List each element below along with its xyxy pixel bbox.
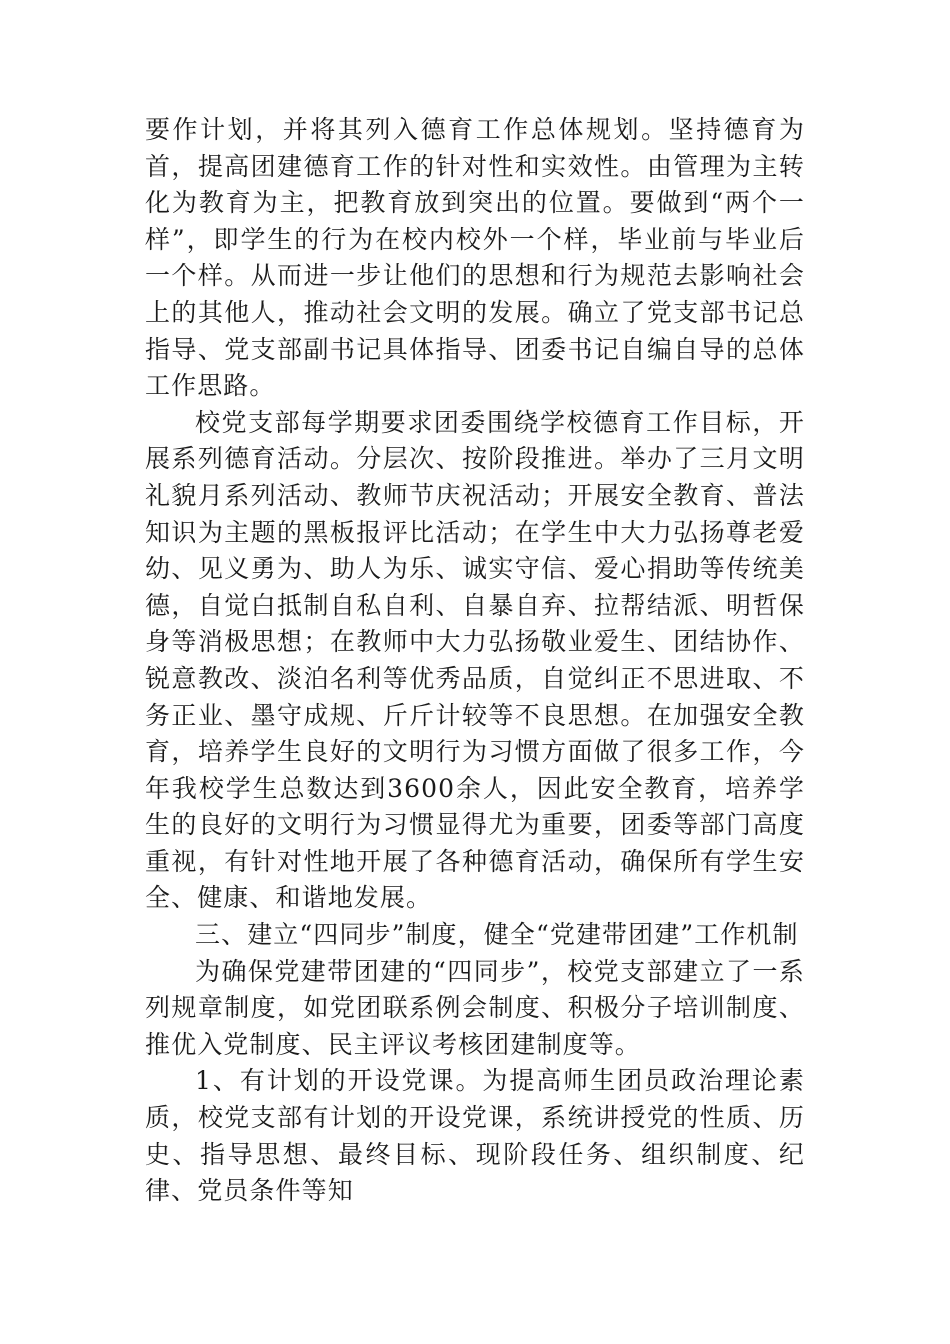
document-body (145, 112, 805, 1210)
paragraph-moral-activities: 校党支部每学期要求团委围绕学校德育工作目标，开展系列德育活动。分层次、按阶段推进。举办了三月文明礼貌月系列活动、教师节庆祝活动；开展安全教育、普法知识为主题的黑板报评比活动；在学生中大力弘扬尊老爱幼、见义勇为、助人为乐、诚实守信、爱心捐助等传统美德，自觉白抵制自私自利、自暴自弃、拉帮结派、明哲保身等消极思想；在教师中大力弘扬敬业爱生、团结协作、锐意教改、淡泊名利等优秀品质，自觉纠正不思进取、不务正业、墨守成规、斤斤计较等不良思想。在加强安全教育，培养学生良好的文明行为习惯方面做了很多工作，今年我校学生总数达到3600余人，因此安全教育，培养学生的良好的文明行为习惯显得尤为重要，团委等部门高度重视，有针对性地开展了各种德育活动，确保所有学生安全、健康、和谐地发展。 (145, 407, 805, 913)
paragraph-party-lessons: 1、有计划的开设党课。为提高师生团员政治理论素质，校党支部有计划的开设党课，系统讲授党的性质、历史、指导思想、最终目标、现阶段任务、组织制度、纪律、党员条件等知 (145, 1066, 805, 1206)
paragraph-regulations: 为确保党建带团建的“四同步”，校党支部建立了一系列规章制度，如党团联系例会制度、积极分子培训制度、推优入党制度、民主评议考核团建制度等。 (145, 956, 805, 1059)
section-heading-three: 三、建立“四同步”制度，健全“党建带团建”工作机制 (195, 920, 799, 950)
paragraph-continuation: 要作计划，并将其列入德育工作总体规划。坚持德育为首，提高团建德育工作的针对性和实效性。由管理为主转化为教育为主，把教育放到突出的位置。要做到“两个一样”，即学生的行为在校内校外一个样，毕业前与毕业后一个样。从而进一步让他们的思想和行为规范去影响社会上的其他人，推动社会文明的发展。确立了党支部书记总指导、党支部副书记具体指导、团委书记自编自导的总体工作思路。 (145, 115, 805, 401)
